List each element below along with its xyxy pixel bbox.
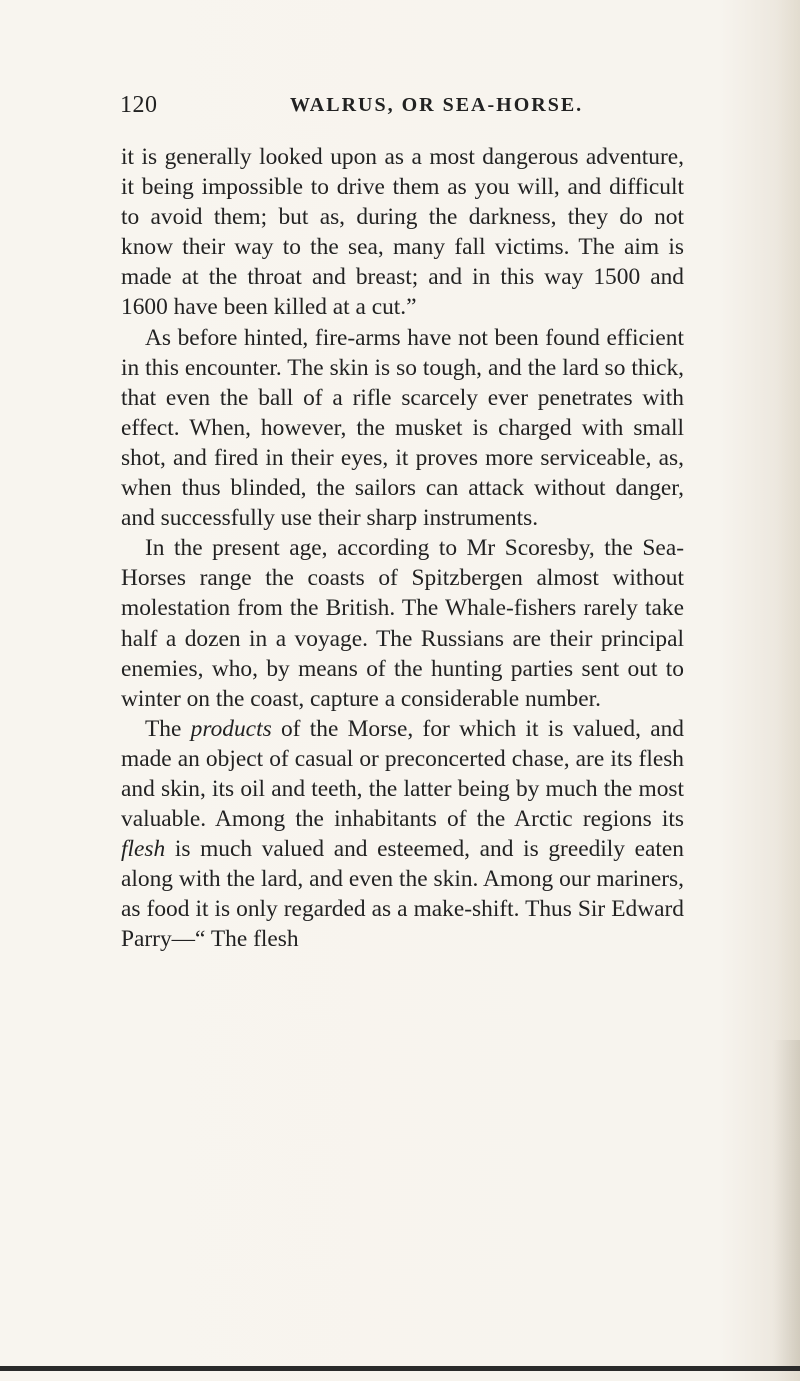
- italic-flesh: flesh: [121, 836, 166, 863]
- page-edge-shadow: [772, 1040, 800, 1366]
- bottom-edge-rule: [0, 1366, 800, 1371]
- page-header: [120, 92, 680, 124]
- paragraph-4-text-1: The: [145, 715, 191, 742]
- body-text: [121, 142, 684, 955]
- paragraph-1: it is generally looked upon as a most dangerous adventure, it being impossible to drive them as you will, and difficult to avoid them; but as, during the darkness, they do not know their way to the sea, many fall victims. The aim is made at the throat and breast; and in this way 1500 and 1600 have been killed at a cut.”: [121, 144, 684, 321]
- running-head: WALRUS, OR SEA-HORSE.: [290, 94, 584, 116]
- paragraph-3: In the present age, according to Mr Scoresby, the Sea-Horses range the coasts of Spitzbergen almost without molestation from the British. The Whale-fishers rarely take half a dozen in a voyage. The Russians are their principal enemies, who, by means of the hunting parties sent out to winter on the coast, capture a considerable number.: [121, 535, 684, 712]
- italic-products: products: [190, 715, 272, 742]
- paragraph-2: As before hinted, fire-arms have not been found efficient in this encounter. The skin is so tough, and the lard so thick, that even the ball of a rifle scarcely ever penetrates with effect. When, however, the musket is charged with small shot, and fired in their eyes, it proves more serviceable, as, when thus blinded, the sailors can attack without danger, and successfully use their sharp instruments.: [121, 324, 684, 532]
- paragraph-4-text-2: of the Morse, for which it is valued, and made an object of casual or preconcerted chase, are its flesh and skin, its oil and teeth, the latter being by much the most valuable. Among the inhabitants of the Arctic regions its: [121, 715, 685, 833]
- paragraph-4: [121, 714, 684, 955]
- paragraph-4-text-3: is much valued and esteemed, and is greedily eaten along with the lard, and even the skin. Among our mariners, as food it is only regarded as a make-shift. Thus Sir Edward Parry—“ The flesh: [121, 836, 684, 953]
- page-number: 120: [120, 92, 158, 118]
